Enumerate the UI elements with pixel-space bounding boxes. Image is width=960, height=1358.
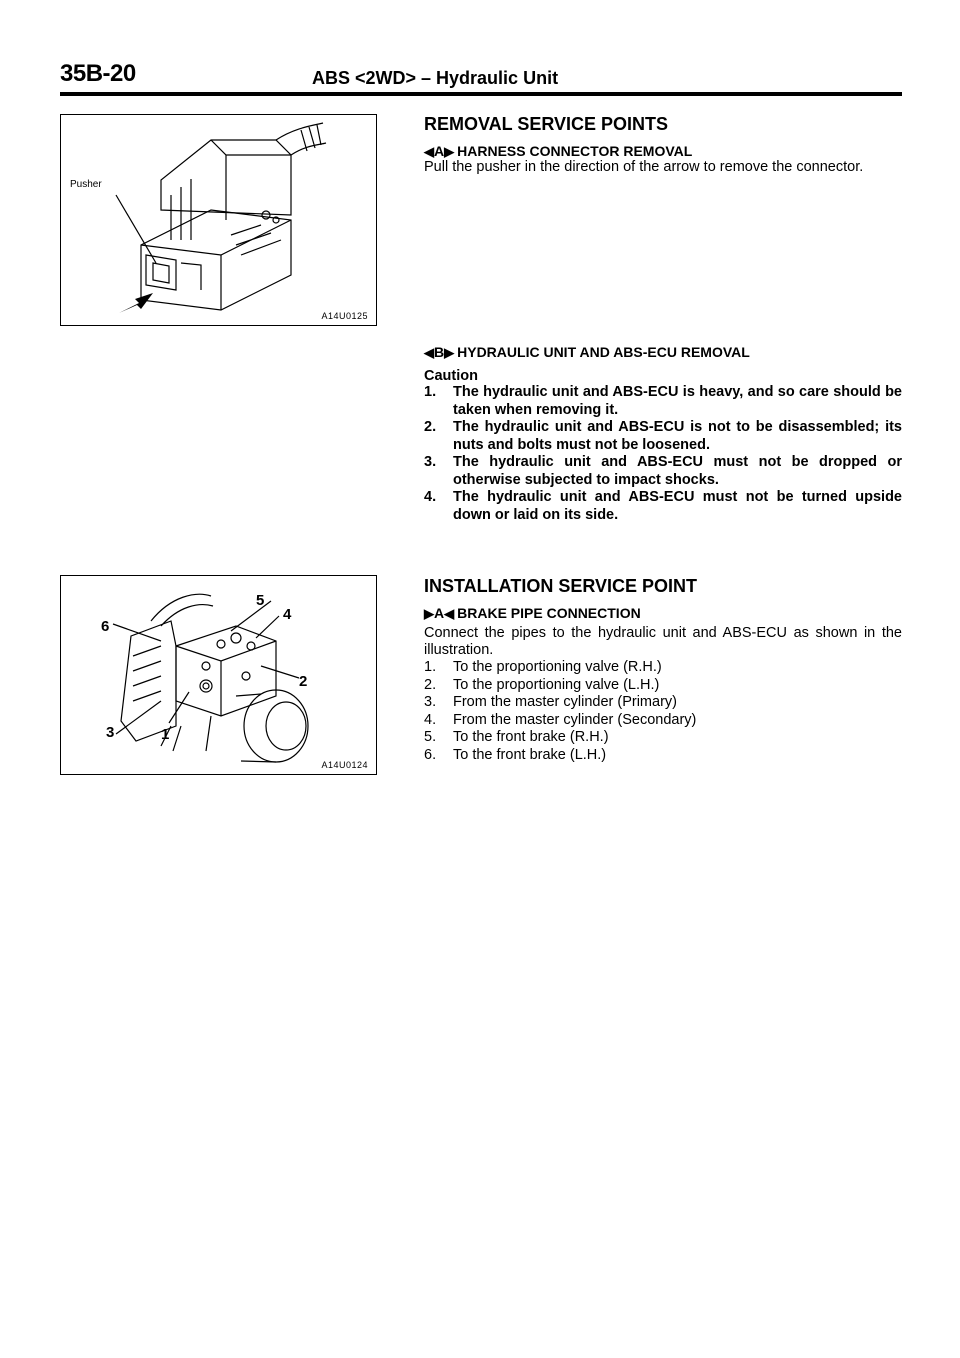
figure-code: A14U0125 <box>321 311 368 321</box>
harness-title: HARNESS CONNECTOR REMOVAL <box>457 143 693 159</box>
list-item: 5. To the front brake (R.H.) <box>424 729 609 745</box>
list-item: 1. The hydraulic unit and ABS-ECU is heavy, and so care should be taken when removing it. <box>424 384 902 418</box>
figure-code: A14U0124 <box>321 760 368 770</box>
callout-1: 1 <box>161 726 170 743</box>
callout-3: 3 <box>106 724 115 741</box>
list-item: 6. To the front brake (L.H.) <box>424 746 607 763</box>
service-marker: ◀ A ▶ <box>424 143 455 159</box>
list-item: 4. From the master cylinder (Secondary) <box>424 711 697 728</box>
callout-6: 6 <box>101 618 110 635</box>
brake-pipe-title: BRAKE PIPE CONNECTION <box>457 605 641 621</box>
caution-label: Caution <box>424 368 478 384</box>
hydraulic-unit-illustration <box>60 575 377 775</box>
page-title: ABS <2WD> – Hydraulic Unit <box>312 68 559 88</box>
removal-section <box>424 114 902 176</box>
left-triangle-icon: ◀ <box>424 344 434 360</box>
list-item: 1. To the proportioning valve (R.H.) <box>424 659 662 675</box>
page-number: 35B-20 <box>60 60 136 87</box>
hydraulic-subheading <box>424 344 902 360</box>
header-rule <box>60 92 902 96</box>
list-item: 2. The hydraulic unit and ABS-ECU is not to be disassembled; its nuts and bolts must not be loosened. <box>424 419 902 453</box>
connector-drawing <box>61 115 375 324</box>
list-item: 2. To the proportioning valve (L.H.) <box>424 676 660 693</box>
left-triangle-icon: ◀ <box>444 605 455 621</box>
installation-text: Connect the pipes to the hydraulic unit and ABS-ECU as shown in the illustration. <box>424 625 902 658</box>
hydraulic-removal-section <box>424 344 902 524</box>
service-marker: ◀ B ▶ <box>424 344 455 360</box>
list-item: 3. The hydraulic unit and ABS-ECU must not be dropped or otherwise subjected to impact shocks. <box>424 454 902 488</box>
list-item: 3. From the master cylinder (Primary) <box>424 694 677 710</box>
removal-heading: REMOVAL SERVICE POINTS <box>424 114 669 134</box>
caution-list <box>424 384 902 524</box>
harness-text: Pull the pusher in the direction of the arrow to remove the connector. <box>424 159 864 175</box>
hydraulic-title: HYDRAULIC UNIT AND ABS-ECU REMOVAL <box>457 344 750 360</box>
pusher-label: Pusher <box>70 179 102 190</box>
installation-heading: INSTALLATION SERVICE POINT <box>424 576 698 596</box>
left-triangle-icon: ◀ <box>424 143 434 159</box>
brake-pipe-subheading <box>424 605 902 621</box>
callout-2: 2 <box>299 673 308 690</box>
service-marker: ▶ A ◀ <box>424 605 455 621</box>
callout-4: 4 <box>283 606 292 623</box>
list-item: 4. The hydraulic unit and ABS-ECU must not be turned upside down or laid on its side. <box>424 489 902 523</box>
right-triangle-icon: ▶ <box>444 344 455 360</box>
right-triangle-icon: ▶ <box>444 143 455 159</box>
hydraulic-unit-drawing <box>61 576 375 773</box>
harness-subheading <box>424 143 902 159</box>
right-triangle-icon: ▶ <box>424 605 434 621</box>
connection-list <box>424 659 902 764</box>
harness-connector-illustration <box>60 114 377 326</box>
callout-5: 5 <box>256 592 265 609</box>
installation-section <box>424 576 902 764</box>
